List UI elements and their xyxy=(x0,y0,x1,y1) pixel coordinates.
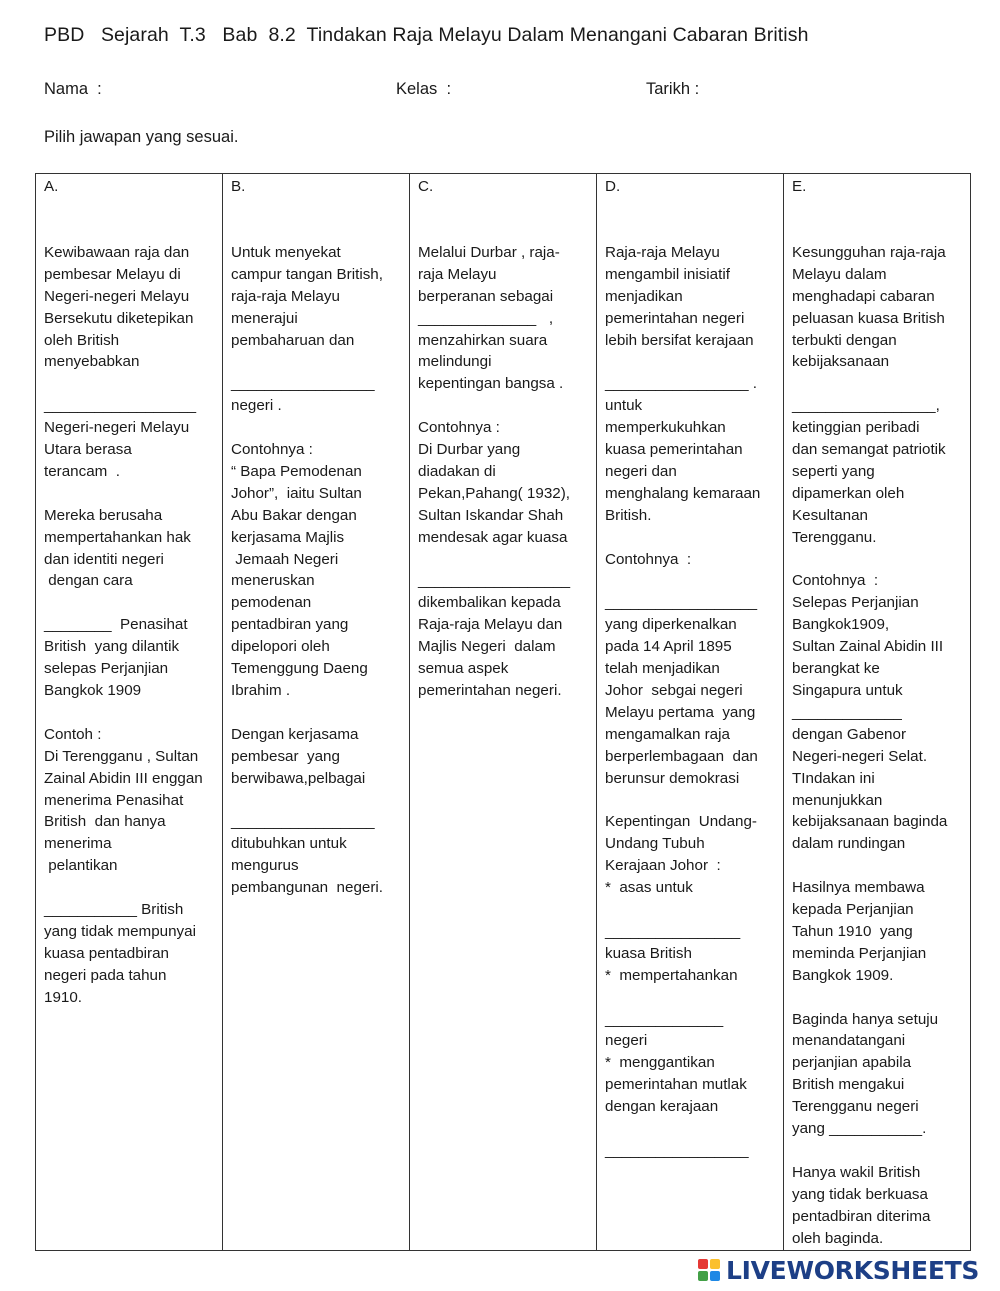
logo-square xyxy=(698,1259,708,1269)
text-line: mengurus xyxy=(231,857,299,875)
text-line: _____________ xyxy=(792,703,902,721)
column-label: E. xyxy=(792,178,807,195)
kelas-label: Kelas : xyxy=(396,80,452,98)
text-line: terancam . xyxy=(44,462,120,480)
text-line: Contohnya : xyxy=(605,550,692,568)
text-line: menandatangani xyxy=(792,1032,906,1050)
text-line xyxy=(44,373,218,395)
text-line xyxy=(44,592,218,614)
text-line xyxy=(605,987,779,1009)
text-line: perjanjian apabila xyxy=(792,1054,912,1072)
text-line: berangkat ke xyxy=(792,660,880,678)
text-line: yang tidak berkuasa xyxy=(792,1185,928,1203)
text-line: pembesar yang xyxy=(231,747,340,765)
text-line: Singapura untuk xyxy=(792,682,903,699)
instruction-text: Pilih jawapan yang sesuai. xyxy=(44,128,239,146)
text-line: selepas Perjanjian xyxy=(44,660,169,678)
text-line: Baginda hanya setuju xyxy=(792,1010,939,1028)
text-line: British mengakui xyxy=(792,1076,905,1094)
text-line: _________________ . xyxy=(605,375,758,393)
text-line xyxy=(231,702,405,724)
text-line: berperlembagaan dan xyxy=(605,747,758,765)
text-line: negeri xyxy=(605,1032,648,1050)
cell-text xyxy=(792,242,966,1250)
brand-wordmark: LIVEWORKSHEETS xyxy=(726,1255,980,1285)
text-line: pelantikan xyxy=(44,857,118,875)
text-line: Johor sebgai negeri xyxy=(605,681,743,699)
text-line: Utara berasa xyxy=(44,441,132,459)
text-line: pentadbiran yang xyxy=(231,616,349,634)
text-line: dan semangat patriotik xyxy=(792,441,946,459)
text-line: telah menjadikan xyxy=(605,660,720,678)
column-c xyxy=(410,174,597,1251)
text-line: kebijaksanaan baginda xyxy=(792,813,948,831)
text-line: ________________ xyxy=(605,922,741,940)
text-line: __________________ xyxy=(418,572,571,590)
text-line: _________________ xyxy=(605,1141,749,1159)
tarikh-label: Tarikh : xyxy=(646,80,700,98)
text-line xyxy=(418,549,592,571)
cell-text xyxy=(231,242,405,899)
text-line: diadakan di xyxy=(418,462,496,480)
text-line xyxy=(792,549,966,571)
text-line: British dan hanya xyxy=(44,813,166,831)
column-label: A. xyxy=(44,178,59,195)
text-line: memperkukuhkan xyxy=(605,419,726,437)
text-line: menzahirkan suara xyxy=(418,331,548,349)
text-line xyxy=(792,373,966,395)
text-line: oleh baginda. xyxy=(792,1229,884,1247)
text-line: dengan Gabenor xyxy=(792,725,907,743)
text-line: “ Bapa Pemodenan xyxy=(231,462,362,480)
text-line: menunjukkan xyxy=(792,791,883,809)
text-line: menghalang kemaraan xyxy=(605,484,761,502)
text-line: pemerintahan mutlak xyxy=(605,1076,747,1094)
text-line: _________________ xyxy=(231,813,375,831)
logo-square xyxy=(710,1259,720,1269)
worksheet-title: PBD Sejarah T.3 Bab 8.2 Tindakan Raja Melayu Dalam Menangani Cabaran British xyxy=(44,24,809,46)
text-line: berunsur demokrasi xyxy=(605,769,740,787)
text-line: Dengan kerjasama xyxy=(231,725,359,743)
text-line: dengan kerajaan xyxy=(605,1098,719,1116)
table-row xyxy=(36,174,971,1251)
text-line: kuasa pentadbiran xyxy=(44,944,169,962)
text-line: mendesak agar kuasa xyxy=(418,528,568,546)
text-line: 1910. xyxy=(44,988,83,1006)
text-line: kuasa pemerintahan xyxy=(605,441,743,459)
text-line: Bangkok1909, xyxy=(792,616,890,634)
text-line: menjadikan xyxy=(605,287,683,305)
text-line: dikembalikan kepada xyxy=(418,594,561,612)
text-line: Pekan,Pahang( 1932), xyxy=(418,484,570,502)
text-line: pembangunan negeri. xyxy=(231,879,383,897)
text-line: raja-raja Melayu xyxy=(231,287,340,305)
text-line: yang tidak mempunyai xyxy=(44,922,196,940)
text-line: Undang Tubuh xyxy=(605,835,705,853)
text-line: _________________ xyxy=(231,375,375,393)
text-line: Untuk menyekat xyxy=(231,243,341,261)
text-line xyxy=(605,570,779,592)
text-line xyxy=(792,855,966,877)
text-line: yang diperkenalkan xyxy=(605,616,737,634)
text-line: pembesar Melayu di xyxy=(44,265,181,283)
text-line: Terengganu negeri xyxy=(792,1098,919,1116)
text-line: Melayu pertama yang xyxy=(605,703,756,721)
text-line: kepentingan bangsa . xyxy=(418,375,564,393)
text-line: menghadapi cabaran xyxy=(792,287,935,305)
text-line: Zainal Abidin III enggan xyxy=(44,769,203,787)
text-line: negeri pada tahun xyxy=(44,966,167,984)
text-line: British yang dilantik xyxy=(44,638,180,656)
text-line: Majlis Negeri dalam xyxy=(418,638,556,656)
text-line xyxy=(605,790,779,812)
text-line: semua aspek xyxy=(418,660,509,678)
text-line: Mereka berusaha xyxy=(44,506,163,524)
text-line: mempertahankan hak xyxy=(44,528,191,546)
text-line: pembaharuan dan xyxy=(231,331,355,349)
text-line: Contoh : xyxy=(44,725,102,743)
text-line: Negeri-negeri Selat. xyxy=(792,747,928,765)
text-line: menerima xyxy=(44,835,112,853)
text-line: Negeri-negeri Melayu xyxy=(44,419,190,437)
text-line: terbukti dengan xyxy=(792,331,897,349)
text-line: dipelopori oleh xyxy=(231,638,330,656)
text-line: Sultan Iskandar Shah xyxy=(418,506,564,524)
text-line xyxy=(792,1140,966,1162)
text-line: Bangkok 1909 xyxy=(44,681,142,699)
column-b xyxy=(223,174,410,1251)
text-line: peluasan kuasa British xyxy=(792,309,945,327)
text-line: Kewibawaan raja dan xyxy=(44,243,190,261)
text-line: meneruskan xyxy=(231,572,315,590)
text-line: Hasilnya membawa xyxy=(792,879,925,897)
text-line: Jemaah Negeri xyxy=(231,550,339,568)
text-line: mengambil inisiatif xyxy=(605,265,730,283)
liveworksheets-logo-icon xyxy=(698,1259,720,1281)
text-line: Raja-raja Melayu xyxy=(605,243,720,261)
text-line: ditubuhkan untuk xyxy=(231,835,347,853)
text-line: kebijaksanaan xyxy=(792,353,890,371)
text-line: Abu Bakar dengan xyxy=(231,506,357,524)
text-line: Tahun 1910 yang xyxy=(792,922,913,940)
text-line xyxy=(44,877,218,899)
text-line: TIndakan ini xyxy=(792,769,875,787)
text-line: ___________ British xyxy=(44,901,184,919)
text-line: Kerajaan Johor : xyxy=(605,857,721,875)
column-d xyxy=(597,174,784,1251)
cell-text xyxy=(44,242,218,1009)
text-line: Contohnya : xyxy=(231,441,313,459)
text-line: pentadbiran diterima xyxy=(792,1207,931,1225)
text-line: Kepentingan Undang- xyxy=(605,813,757,831)
column-e xyxy=(784,174,971,1251)
text-line: kuasa British xyxy=(605,944,692,962)
text-line: pemodenan xyxy=(231,594,312,612)
text-line xyxy=(231,790,405,812)
nama-label: Nama : xyxy=(44,80,102,98)
logo-square xyxy=(698,1271,708,1281)
text-line: * asas untuk xyxy=(605,879,693,897)
text-line: menerajui xyxy=(231,309,298,327)
text-line: ______________ xyxy=(605,1010,724,1028)
logo-square xyxy=(710,1271,720,1281)
text-line: Hanya wakil British xyxy=(792,1163,921,1181)
text-line: dipamerkan oleh xyxy=(792,484,905,502)
text-line: melindungi xyxy=(418,353,492,371)
answer-table xyxy=(35,173,971,1251)
text-line: lebih bersifat kerajaan xyxy=(605,331,754,349)
text-line xyxy=(605,899,779,921)
column-label: B. xyxy=(231,178,246,195)
text-line: Negeri-negeri Melayu xyxy=(44,287,190,305)
text-line xyxy=(605,527,779,549)
text-line: Bangkok 1909. xyxy=(792,966,894,984)
text-line: negeri . xyxy=(231,397,282,415)
text-line: oleh British xyxy=(44,331,120,349)
text-line: mengamalkan raja xyxy=(605,725,730,743)
cell-text xyxy=(418,242,592,702)
text-line: dengan cara xyxy=(44,572,133,590)
text-line: Kesungguhan raja-raja xyxy=(792,243,946,261)
text-line: Melalui Durbar , raja- xyxy=(418,243,560,261)
text-line: Contohnya : xyxy=(792,572,879,590)
text-line: Temenggung Daeng xyxy=(231,660,368,678)
text-line: Sultan Zainal Abidin III xyxy=(792,638,944,656)
text-line: Johor”, iaitu Sultan xyxy=(231,484,362,502)
text-line: * mempertahankan xyxy=(605,966,738,984)
text-line: yang ___________. xyxy=(792,1120,927,1138)
text-line: kepada Perjanjian xyxy=(792,901,914,919)
column-a xyxy=(36,174,223,1251)
liveworksheets-brand[interactable] xyxy=(698,1255,979,1285)
text-line xyxy=(605,1118,779,1140)
text-line: dan identiti negeri xyxy=(44,550,164,568)
text-line xyxy=(792,987,966,1009)
text-line: Di Durbar yang xyxy=(418,441,521,459)
text-line: untuk xyxy=(605,397,643,415)
text-line: British. xyxy=(605,506,652,524)
cell-text xyxy=(605,242,779,1162)
text-line: negeri dan xyxy=(605,462,677,480)
text-line: pemerintahan negeri. xyxy=(418,682,562,699)
text-line: * menggantikan xyxy=(605,1054,715,1072)
text-line: berperanan sebagai xyxy=(418,287,554,305)
text-line xyxy=(44,702,218,724)
text-line xyxy=(231,417,405,439)
text-line: Contohnya : xyxy=(418,419,500,437)
column-label: D. xyxy=(605,178,621,195)
text-line: __________________ xyxy=(605,594,758,612)
text-line: Kesultanan xyxy=(792,506,868,524)
text-line: berwibawa,pelbagai xyxy=(231,769,366,787)
column-label: C. xyxy=(418,178,434,195)
text-line xyxy=(44,483,218,505)
text-line: Selepas Perjanjian xyxy=(792,594,919,612)
text-line: Melayu dalam xyxy=(792,265,887,283)
text-line xyxy=(231,351,405,373)
text-line: campur tangan British, xyxy=(231,265,383,283)
text-line: Bersekutu diketepikan xyxy=(44,309,194,327)
text-line: dalam rundingan xyxy=(792,835,906,853)
text-line: meminda Perjanjian xyxy=(792,944,927,962)
text-line: Raja-raja Melayu dan xyxy=(418,616,563,634)
text-line: pada 14 April 1895 xyxy=(605,638,732,656)
text-line: ________ Penasihat xyxy=(44,616,188,634)
text-line: _________________, xyxy=(792,397,940,415)
text-line: Di Terengganu , Sultan xyxy=(44,747,199,765)
text-line xyxy=(418,395,592,417)
text-line: ketinggian peribadi xyxy=(792,419,920,437)
text-line: Ibrahim . xyxy=(231,682,291,699)
text-line: ______________ , xyxy=(418,309,554,327)
text-line: menerima Penasihat xyxy=(44,791,184,809)
text-line: raja Melayu xyxy=(418,265,497,283)
text-line: menyebabkan xyxy=(44,353,140,371)
text-line: __________________ xyxy=(44,397,197,415)
text-line: kerjasama Majlis xyxy=(231,528,345,546)
text-line xyxy=(605,351,779,373)
text-line: pemerintahan negeri xyxy=(605,309,745,327)
text-line: Terengganu. xyxy=(792,528,877,546)
text-line: seperti yang xyxy=(792,462,875,480)
